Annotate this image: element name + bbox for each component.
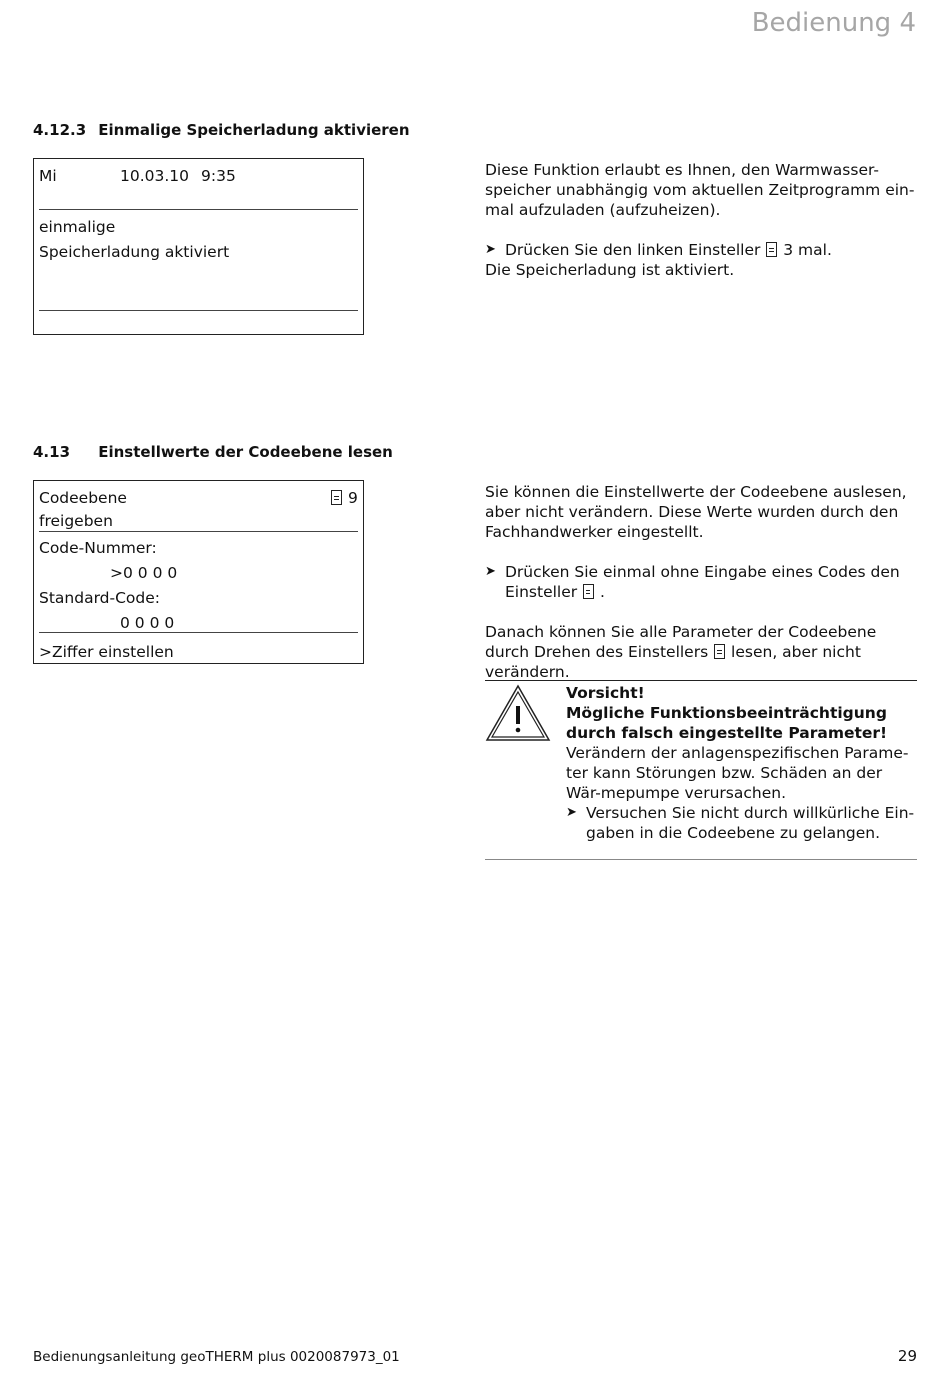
- display-date: 10.03.10: [120, 167, 190, 185]
- warning-step: [566, 803, 921, 843]
- section2-step: [485, 562, 925, 602]
- code-value: >0 0 0 0: [110, 564, 178, 582]
- section2-paragraph-1: Sie können die Einstellwerte der Codeebene auslesen, aber nicht verändern. Diese Werte wurden durch den Fachhandwerker eingestellt.: [485, 483, 907, 541]
- left-dial-icon: [766, 242, 777, 257]
- arrow-icon: ➤: [566, 805, 577, 820]
- display-divider: [39, 632, 358, 633]
- dial-icon: [331, 490, 342, 505]
- warning-subtitle: Mögliche Funktionsbeeinträchtigung durch falsch eingestellte Parameter!: [566, 704, 888, 742]
- display-footer: >Ziffer einstellen: [39, 643, 174, 661]
- display-codeebene: [33, 480, 364, 664]
- display-time: 9:35: [201, 167, 236, 185]
- warning-step-text: Versuchen Sie nicht durch willkürliche Ein-gaben in die Codeebene zu gelangen.: [586, 804, 915, 842]
- section1-text: [485, 160, 925, 280]
- warning-box: [485, 680, 917, 860]
- display-speicherladung: [33, 158, 364, 335]
- step-text-after: 3 mal.: [783, 241, 832, 259]
- section-title: Einmalige Speicherladung aktivieren: [98, 121, 410, 139]
- section1-result: Die Speicherladung ist aktiviert.: [485, 261, 735, 279]
- section-number: 4.12.3: [33, 121, 87, 139]
- display-menu-number: [330, 489, 358, 507]
- arrow-icon: ➤: [485, 242, 496, 257]
- display-divider: [39, 310, 358, 311]
- step-text-after: .: [600, 583, 605, 601]
- warning-text: [566, 683, 921, 843]
- section1-step: [485, 240, 925, 260]
- section2-paragraph-2: [485, 622, 925, 682]
- section-title: Einstellwerte der Codeebene lesen: [98, 443, 393, 461]
- display-title-line-2: freigeben: [39, 512, 113, 530]
- chapter-header: Bedienung 4: [751, 8, 916, 38]
- warning-title: Vorsicht!: [566, 684, 645, 702]
- section-number: 4.13: [33, 443, 71, 461]
- code-label: Code-Nummer:: [39, 539, 157, 557]
- section-heading-4-13: [33, 443, 393, 461]
- display-title-line-1: Codeebene: [39, 489, 127, 507]
- manual-footer: Bedienungsanleitung geoTHERM plus 0020087973_01: [33, 1349, 400, 1365]
- right-dial-icon: [583, 584, 594, 599]
- warning-body: Verändern der anlagenspezifischen Parame-ter kann Störungen bzw. Schäden an der Wär-mepumpe verursachen.: [566, 744, 909, 802]
- display-divider: [39, 209, 358, 210]
- warning-triangle-icon: [485, 684, 551, 746]
- section2-text: [485, 482, 925, 682]
- step-text-before: Drücken Sie den linken Einsteller: [505, 241, 761, 259]
- page-number: 29: [897, 1347, 917, 1365]
- arrow-icon: ➤: [485, 564, 496, 579]
- display-divider: [39, 531, 358, 532]
- display-line-2: Speicherladung aktiviert: [39, 243, 230, 261]
- display-line-1: einmalige: [39, 218, 116, 236]
- paragraph-text-after: lesen, aber nicht verändern.: [485, 643, 861, 681]
- section-heading-4-12-3: [33, 121, 410, 139]
- paragraph-text-before: Danach können Sie alle Parameter der Codeebene durch Drehen des Einstellers: [485, 623, 877, 661]
- display-day: Mi: [39, 167, 57, 185]
- section1-paragraph: Diese Funktion erlaubt es Ihnen, den Warmwasser-speicher unabhängig vom aktuellen Zeitprogramm ein-mal aufzuladen (aufzuheizen).: [485, 161, 915, 219]
- step-text-before: Drücken Sie einmal ohne Eingabe eines Codes den Einsteller: [505, 563, 900, 601]
- dial-icon: [714, 644, 725, 659]
- standard-code-value: 0 0 0 0: [120, 614, 175, 632]
- standard-code-label: Standard-Code:: [39, 589, 161, 607]
- menu-number-value: 9: [347, 489, 358, 507]
